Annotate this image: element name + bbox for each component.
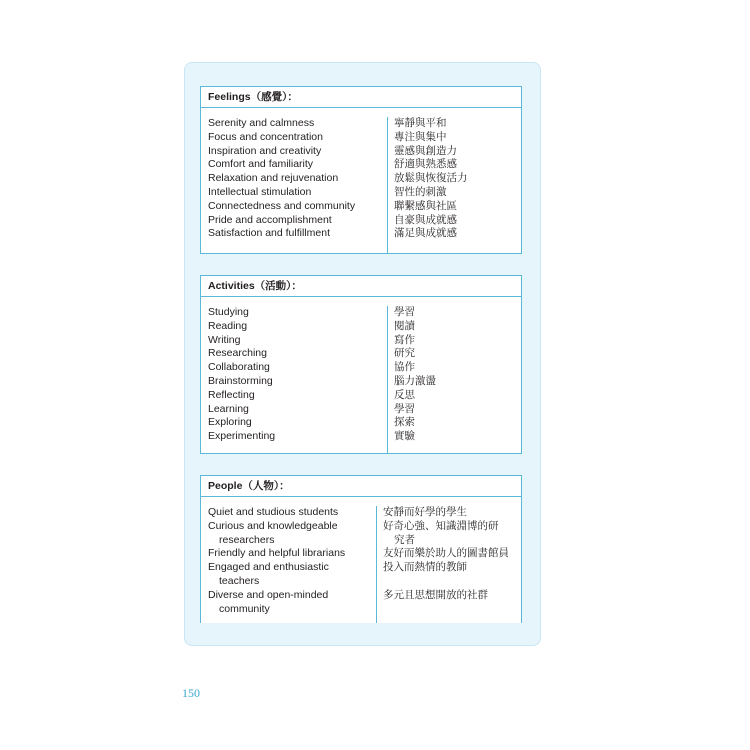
list-item: 友好而樂於助人的圖書館員 — [383, 547, 509, 560]
feelings-heading: Feelings（感覺）： — [201, 87, 521, 108]
list-item: 智性的刺激 — [394, 185, 447, 198]
list-item: 反思 — [394, 388, 415, 401]
list-item: Connectedness and community — [208, 199, 356, 212]
feelings-table — [200, 86, 522, 254]
list-item: Exploring — [208, 416, 252, 429]
list-item: Reading — [208, 319, 248, 332]
list-item: Quiet and studious students — [208, 506, 339, 518]
list-item: Intellectual stimulation — [208, 185, 312, 198]
list-item: 放鬆與恢復活力 — [394, 172, 468, 185]
list-item-continuation: community — [219, 602, 270, 615]
activities-english-column — [201, 306, 387, 453]
people-heading: People（人物）： — [201, 476, 521, 497]
list-item: 舒適與熟悉感 — [394, 158, 457, 171]
list-item: Learning — [208, 402, 249, 415]
list-item: 專注與集中 — [394, 130, 447, 143]
list-item: Serenity and calmness — [208, 117, 315, 129]
list-item: 好奇心強、知識淵博的研 — [383, 519, 499, 532]
activities-heading: Activities（活動）： — [201, 276, 521, 297]
list-item: 協作 — [394, 361, 415, 374]
list-item: Comfort and familiarity — [208, 158, 314, 171]
list-item-continuation: teachers — [219, 574, 260, 587]
list-item: 學習 — [394, 306, 415, 318]
list-item: 閱讀 — [394, 319, 415, 332]
list-item: 探索 — [394, 416, 415, 429]
list-item: 寧靜與平和 — [394, 117, 447, 129]
list-item: 學習 — [394, 402, 415, 415]
feelings-english-column — [201, 117, 387, 253]
list-item: Focus and concentration — [208, 130, 323, 143]
list-item: 自豪與成就感 — [394, 213, 457, 226]
activities-table — [200, 275, 522, 454]
list-item: Writing — [208, 333, 241, 346]
list-item: Brainstorming — [208, 374, 273, 387]
people-english-column — [201, 506, 376, 623]
list-item: Engaged and enthusiastic — [208, 561, 329, 574]
list-item: 研究 — [394, 347, 415, 360]
list-item: 聯繫感與社區 — [394, 199, 457, 212]
people-table — [200, 475, 522, 623]
list-item: 腦力激盪 — [394, 374, 436, 387]
list-item: Researching — [208, 347, 267, 360]
list-item: Studying — [208, 306, 249, 318]
list-item: Collaborating — [208, 361, 270, 374]
list-item: Friendly and helpful librarians — [208, 547, 346, 560]
list-item: 滿足與成就感 — [394, 227, 457, 240]
list-item: 實驗 — [394, 430, 415, 443]
list-item: Satisfaction and fulfillment — [208, 227, 330, 240]
list-item: Experimenting — [208, 430, 276, 443]
list-item: Relaxation and rejuvenation — [208, 172, 339, 185]
feelings-chinese-column — [387, 117, 521, 253]
list-item: 多元且思想開放的社群 — [383, 588, 488, 601]
list-item: 靈感與創造力 — [394, 144, 457, 157]
page-number: 150 — [182, 686, 200, 700]
list-item: 安靜而好學的學生 — [383, 506, 467, 518]
list-item-continuation: 究者 — [394, 533, 415, 546]
list-item: Pride and accomplishment — [208, 213, 332, 226]
list-item: 寫作 — [394, 333, 415, 346]
list-item: Reflecting — [208, 388, 255, 401]
list-item: Diverse and open-minded — [208, 588, 329, 601]
list-item-continuation: researchers — [219, 533, 275, 546]
list-item: Curious and knowledgeable — [208, 519, 338, 532]
list-item: Inspiration and creativity — [208, 144, 322, 157]
activities-chinese-column — [387, 306, 521, 453]
list-item: 投入而熱情的教師 — [383, 561, 467, 574]
people-chinese-column — [376, 506, 521, 623]
